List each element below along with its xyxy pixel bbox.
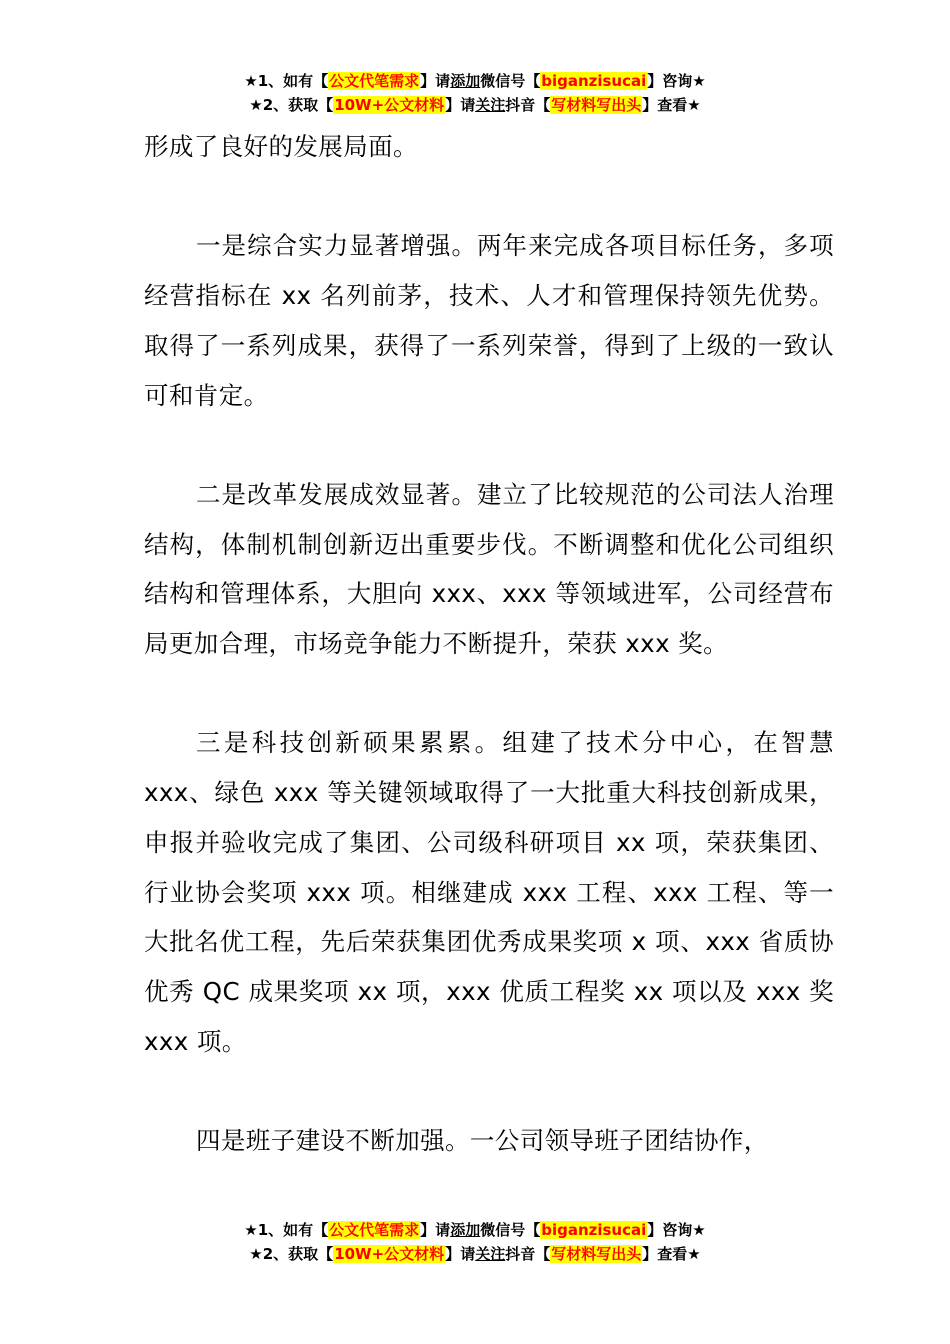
- banner-line-2: [0, 1242, 950, 1266]
- paragraph-gap: [144, 669, 834, 719]
- banner-text: ★1、如有【: [244, 72, 329, 90]
- header-banner: [0, 69, 950, 117]
- banner-line-1: [0, 1218, 950, 1242]
- banner-text: 微信号【: [480, 1221, 541, 1239]
- banner-text: 】请: [420, 72, 451, 90]
- paragraph-comprehensive-strength: 一是综合实力显著增强。两年来完成各项目标任务，多项经营指标在 xx 名列前茅，技术、人才和管理保持领先优势。取得了一系列成果，获得了一系列荣誉，得到了上级的一致认可和肯定。: [144, 231, 834, 410]
- banner-highlight: 写材料写出头: [551, 96, 642, 114]
- banner-line-2: [0, 93, 950, 117]
- banner-highlight: 公文代笔需求: [329, 72, 420, 90]
- banner-highlight: 10W+公文材料: [334, 96, 445, 114]
- footer-banner: [0, 1218, 950, 1266]
- banner-text: 抖音【: [505, 1245, 551, 1263]
- banner-highlight: 10W+公文材料: [334, 1245, 445, 1263]
- banner-line-1: [0, 69, 950, 93]
- paragraph-team-building: 四是班子建设不断加强。一公司领导班子团结协作，: [196, 1126, 769, 1155]
- paragraph-gap: [144, 172, 834, 222]
- paragraph-gap: [144, 1066, 834, 1116]
- paragraph-gap: [144, 420, 834, 470]
- banner-underline: 添加: [450, 72, 481, 90]
- banner-text: ★2、获取【: [249, 1245, 334, 1263]
- banner-text: 抖音【: [505, 96, 551, 114]
- banner-text: 】请: [420, 1221, 451, 1239]
- paragraph-continued: 形成了良好的发展局面。: [144, 132, 418, 161]
- banner-text: 微信号【: [480, 72, 541, 90]
- banner-text: 】咨询★: [647, 1221, 706, 1239]
- banner-highlight: biganzisucai: [541, 72, 647, 90]
- banner-underline: 添加: [450, 1221, 481, 1239]
- banner-highlight: 公文代笔需求: [329, 1221, 420, 1239]
- banner-text: 】查看★: [642, 1245, 701, 1263]
- banner-text: ★1、如有【: [244, 1221, 329, 1239]
- paragraph-tech-innovation: 三是科技创新硕果累累。组建了技术分中心，在智慧 xxx、绿色 xxx 等关键领域取得了一大批重大科技创新成果，申报并验收完成了集团、公司级科研项目 xx 项，荣获集团、行业协会奖项 xxx 项。相继建成 xxx 工程、xxx 工程、等一大批名优工程，先后荣获集团优秀成果奖项 x 项、xxx 省质协优秀 QC 成果奖项 xx 项，xxx 优质工程奖 xx 项以及 xxx 奖 xxx 项。: [144, 728, 834, 1056]
- banner-text: 】请: [445, 96, 476, 114]
- banner-text: 】查看★: [642, 96, 701, 114]
- document-body: [144, 122, 834, 1166]
- banner-underline: 关注: [475, 1245, 506, 1263]
- banner-underline: 关注: [475, 96, 506, 114]
- banner-text: ★2、获取【: [249, 96, 334, 114]
- paragraph-reform-development: 二是改革发展成效显著。建立了比较规范的公司法人治理结构，体制机制创新迈出重要步伐。不断调整和优化公司组织结构和管理体系，大胆向 xxx、xxx 等领域进军，公司经营布局更加合理，市场竞争能力不断提升，荣获 xxx 奖。: [144, 479, 834, 658]
- banner-text: 】请: [445, 1245, 476, 1263]
- banner-highlight: biganzisucai: [541, 1221, 647, 1239]
- banner-highlight: 写材料写出头: [551, 1245, 642, 1263]
- banner-text: 】咨询★: [647, 72, 706, 90]
